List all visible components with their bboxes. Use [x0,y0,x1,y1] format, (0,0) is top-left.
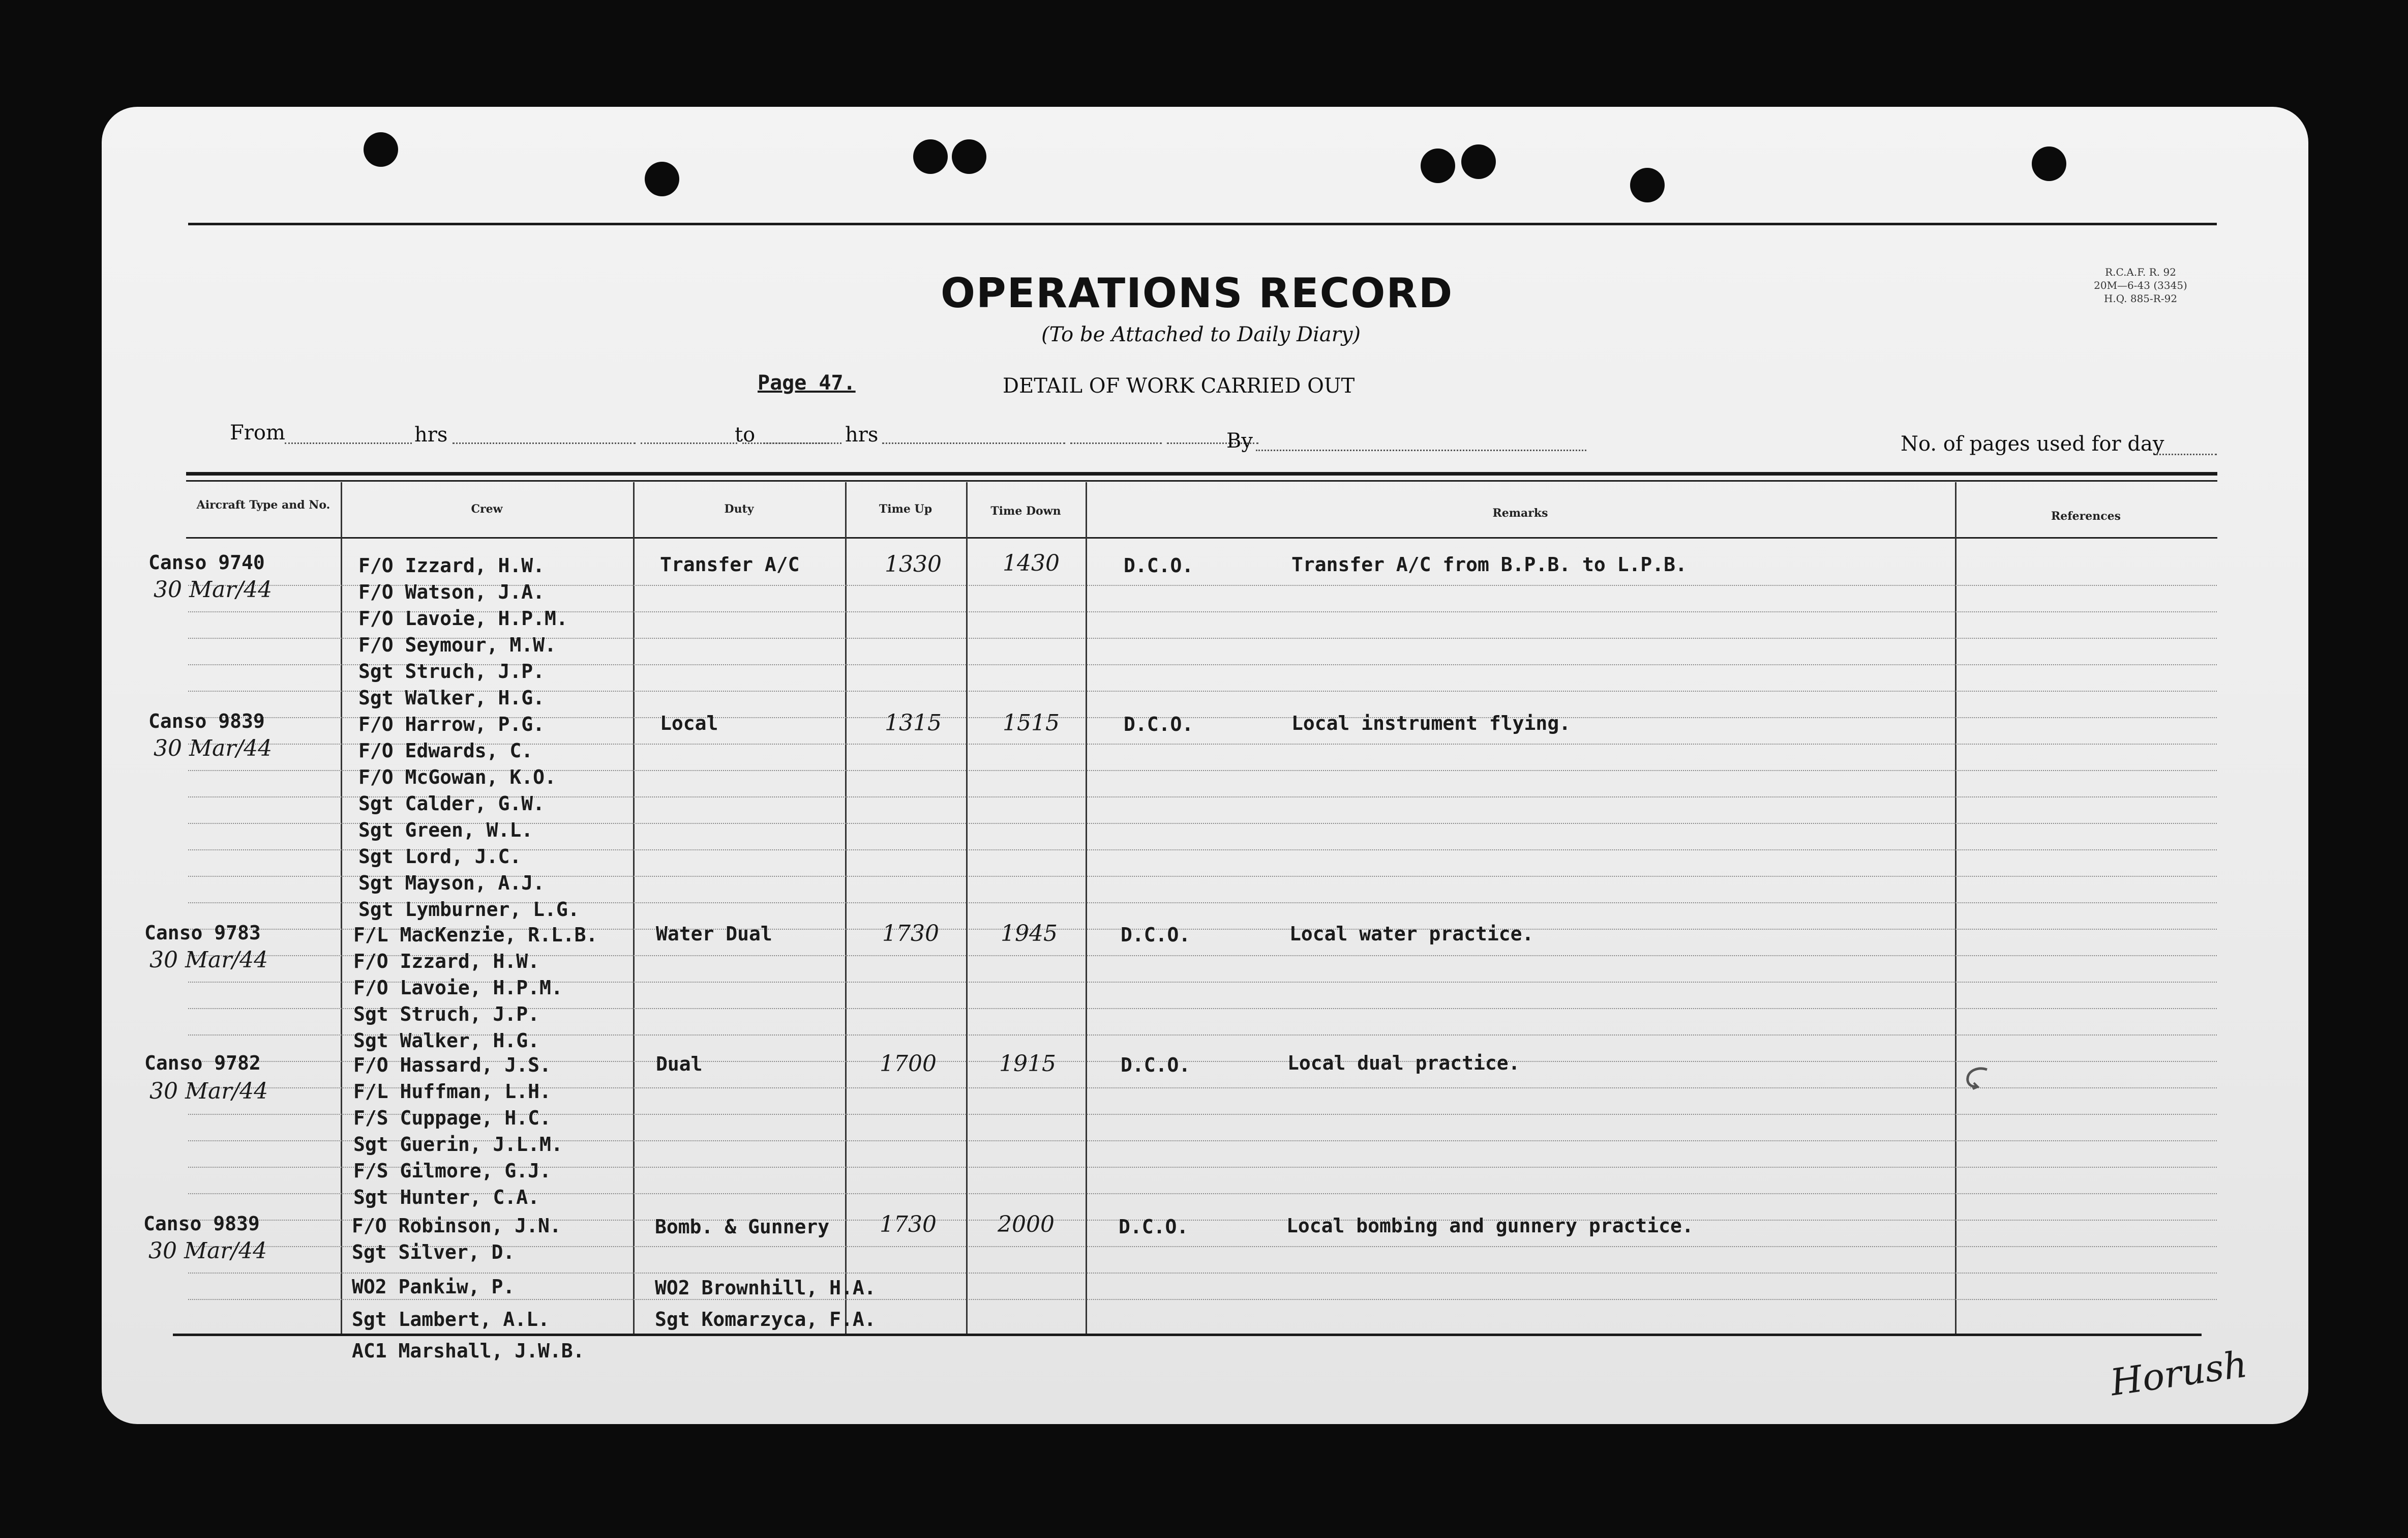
crew-member: Sgt Struch, J.P. [358,660,545,683]
col-header-duty: Duty [724,502,754,516]
col-header-time-down: Time Down [990,505,1061,518]
crew-member: F/S Cuppage, H.C. [353,1107,551,1129]
crew-member: F/L MacKenzie, R.L.B. [353,924,598,946]
aircraft-type: Canso 9782 [144,1052,261,1074]
crew-member: F/S Gilmore, G.J. [353,1160,551,1182]
punch-hole [1461,144,1496,179]
crew-member: F/O Harrow, P.G. [358,713,545,735]
row-rule [188,1299,2217,1300]
col-header-time-up: Time Up [879,502,932,516]
col-header-references: References [2051,510,2121,523]
to-blank [760,442,841,444]
remarks: Local bombing and gunnery practice. [1286,1215,1694,1237]
column-separator [1955,482,1956,1334]
page-title: OPERATIONS RECORD [941,270,1454,317]
time-up: 1730 [880,1211,937,1237]
crew-member: WO2 Pankiw, P. [352,1276,515,1298]
table-top-rule [186,472,2217,476]
entry-date: 30 Mar/44 [149,1078,268,1104]
aircraft-type: Canso 9783 [144,922,261,944]
crew-member: F/O Izzard, H.W. [358,554,545,577]
column-separator [341,482,342,1334]
time-up: 1315 [885,710,942,736]
entry-date: 30 Mar/44 [154,577,273,603]
crew-member: Sgt Lord, J.C. [358,845,522,868]
form-number: R.C.A.F. R. 92 20M—6-43 (3345) H.Q. 885-R-92 [2094,266,2187,305]
crew-member: Sgt Silver, D. [352,1241,515,1263]
to-month-blank [1070,442,1162,444]
aircraft-type: Canso 9839 [143,1212,260,1235]
duty-crew: WO2 Brownhill, H.A. [655,1277,876,1299]
punch-hole [913,139,948,174]
unit-code: D.C.O. [1124,713,1194,735]
by-blank [1256,450,1586,451]
crew-member: Sgt Walker, H.G. [358,687,545,709]
header-bottom-rule [186,537,2217,539]
col-header-remarks: Remarks [1492,507,1548,520]
crew-member: Sgt Lambert, A.L. [352,1308,550,1330]
row-rule [188,1273,2217,1274]
time-up: 1700 [880,1051,937,1077]
column-separator [1086,482,1087,1334]
unit-code: D.C.O. [1121,1054,1191,1076]
column-separator [845,482,847,1334]
crew-member: Sgt Hunter, C.A. [353,1186,540,1208]
signature: Horush [2108,1342,2250,1404]
punch-hole [364,132,398,167]
duty: Transfer A/C [660,553,800,576]
aircraft-type: Canso 9839 [148,710,265,732]
from-day-blank [453,442,636,444]
crew-member: Sgt Walker, H.G. [353,1029,540,1052]
from-month-blank [641,442,737,444]
unit-code: D.C.O. [1124,554,1194,577]
punch-hole [952,139,986,174]
crew-member: AC1 Marshall, J.W.B. [352,1340,585,1362]
entry-date: 30 Mar/44 [154,735,273,761]
time-down: 1945 [1001,921,1058,947]
table-bottom-rule [173,1334,2202,1336]
duty: Water Dual [656,923,772,945]
col-header-crew: Crew [471,502,503,516]
hrs2-label: hrs [845,423,879,447]
to-day-blank [882,442,1065,444]
crew-member: Sgt Guerin, J.L.M. [353,1133,563,1156]
crew-member: F/O Lavoie, H.P.M. [353,977,563,999]
entry-date: 30 Mar/44 [149,947,268,973]
col-header-aircraft: Aircraft Type and No. [196,498,330,512]
duty: Local [660,712,718,734]
duty-crew: Sgt Komarzyca, F.A. [655,1308,876,1330]
top-rule [188,223,2217,225]
page-number: Page 47. [758,371,856,395]
to-label: to [735,423,756,447]
unit-code: D.C.O. [1121,924,1191,946]
hrs-label: hrs [414,423,448,447]
time-down: 1515 [1003,710,1060,736]
table-top-rule-inner [186,480,2217,482]
crew-member: F/O McGowan, K.O. [358,766,556,788]
record-card [102,107,2308,1424]
crew-member: Sgt Calder, G.W. [358,792,545,815]
crew-member: F/O Lavoie, H.P.M. [358,607,568,630]
punch-hole [1630,168,1665,202]
unit-code: D.C.O. [1119,1216,1189,1238]
time-down: 1915 [999,1051,1056,1077]
crew-member: F/O Izzard, H.W. [353,950,540,972]
pages-label: No. of pages used for day [1901,432,2164,456]
column-separator [633,482,635,1334]
crew-member: Sgt Lymburner, L.G. [358,898,580,921]
crew-member: Sgt Struch, J.P. [353,1003,540,1025]
crew-member: Sgt Mayson, A.J. [358,872,545,894]
crew-member: F/O Watson, J.A. [358,581,545,603]
aircraft-type: Canso 9740 [148,551,265,574]
time-down: 2000 [998,1211,1055,1237]
crew-member: Sgt Green, W.L. [358,819,533,841]
remarks: Local instrument flying. [1291,712,1571,734]
punch-hole [2032,146,2066,181]
crew-member: F/O Seymour, M.W. [358,634,556,656]
pages-blank [2156,454,2217,455]
punch-hole [1421,149,1455,183]
remarks: Local dual practice. [1287,1052,1520,1074]
by-label: By [1226,429,1253,453]
crew-member: F/O Edwards, C. [358,740,533,762]
from-blank [285,442,412,444]
punch-hole [645,162,679,196]
column-separator [966,482,968,1334]
time-up: 1730 [882,921,939,947]
crew-member: F/L Huffman, L.H. [353,1080,551,1103]
from-label: From [230,421,285,445]
page-subtitle: (To be Attached to Daily Diary) [1041,323,1361,346]
entry-date: 30 Mar/44 [148,1238,267,1264]
remarks: Local water practice. [1289,923,1534,945]
duty: Bomb. & Gunnery [655,1216,830,1238]
duty: Dual [656,1053,703,1075]
time-up: 1330 [885,551,942,577]
time-down: 1430 [1003,550,1060,576]
remarks: Transfer A/C from B.P.B. to L.P.B. [1291,553,1687,576]
crew-member: F/O Hassard, J.S. [353,1054,551,1076]
detail-heading: DETAIL OF WORK CARRIED OUT [1003,374,1355,398]
reference-mark [1963,1066,1993,1091]
crew-member: F/O Robinson, J.N. [352,1215,561,1237]
